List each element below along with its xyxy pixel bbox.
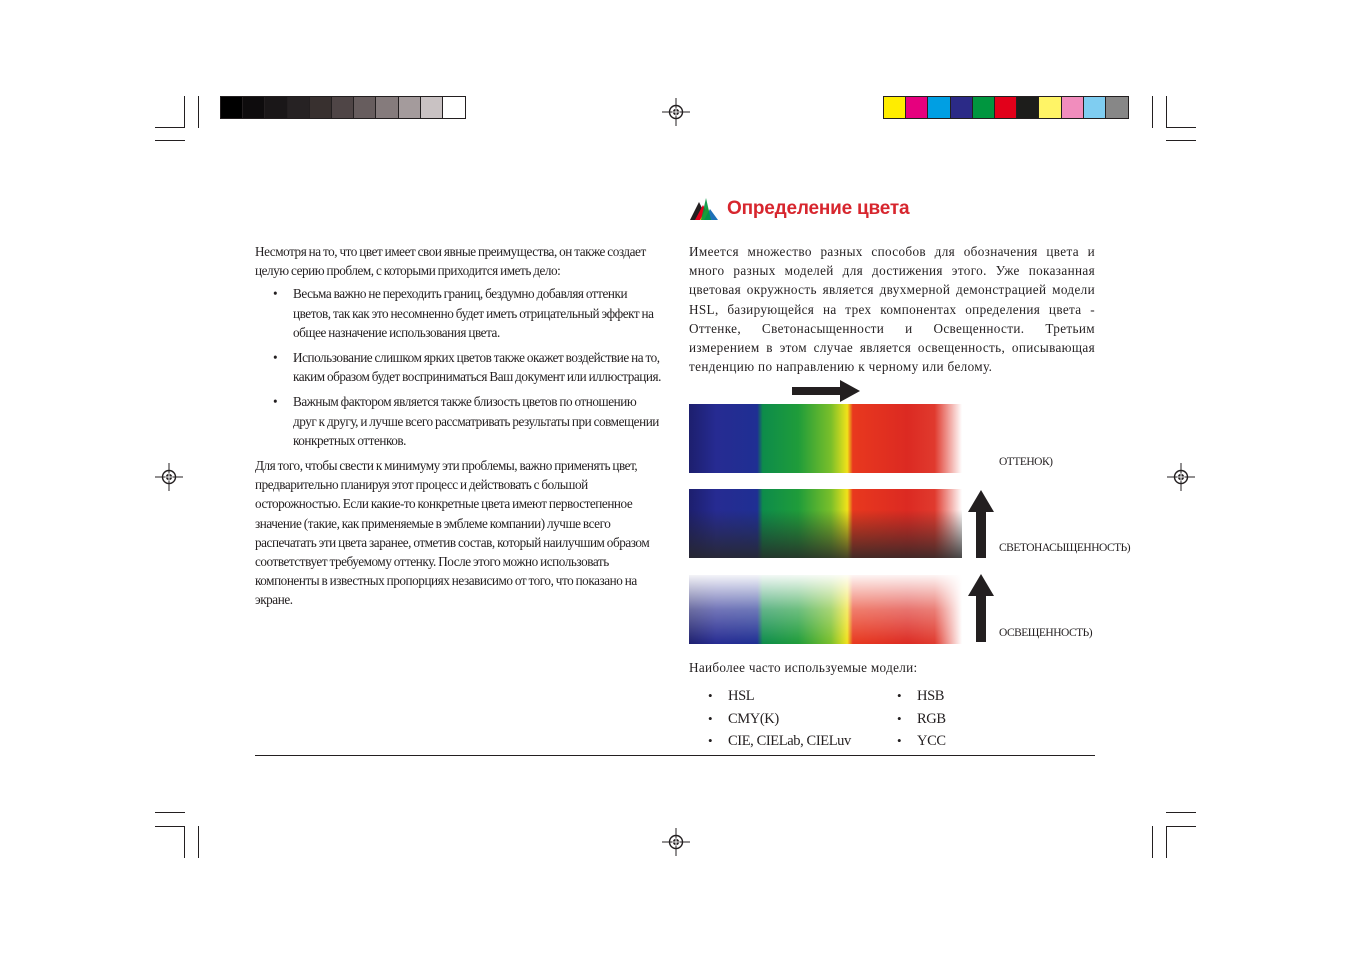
color-swatch (376, 97, 398, 118)
color-swatch (928, 97, 950, 118)
list-item: • HSL (708, 685, 851, 708)
list-item: • RGB (897, 708, 946, 731)
color-swatch (1017, 97, 1039, 118)
models-intro: Наиболее часто используемые модели: (689, 660, 918, 675)
hue-label: ОТТЕНОК) (999, 456, 1053, 468)
color-swatch (310, 97, 332, 118)
list-item: • Весьма важно не переходить границ, бездумно добавляя оттенки цветов, так как это несомненно будет иметь отрицательный эффект на общее назначение использования цвета. (255, 284, 661, 342)
color-swatch (906, 97, 928, 118)
list-item: • CIE, CIELab, CIELuv (708, 730, 851, 753)
color-swatch (443, 97, 465, 118)
list-item: • YCC (897, 730, 946, 753)
right-intro: Имеется множество разных способов для обозначения цвета и много разных моделей для достижения этого. Уже показанная цветовая окружность является двухмерной демонстрацией модели HSL, базирующейся на трех компонентах определения цвета - Оттенке, Светонасыщенности и Освещенности. Третьим измерением в этом случае является освещенность, описывающая тенденцию по направлению к черному или белому. (689, 244, 1095, 375)
left-intro: Несмотря на то, что цвет имеет свои явные преимущества, он также создает целую серию проблем, с которыми приходится иметь дело: (255, 244, 646, 279)
section-heading (689, 193, 1109, 225)
color-swatch (421, 97, 443, 118)
color-swatch (332, 97, 354, 118)
saturation-band (689, 489, 962, 558)
footer-rule (255, 755, 1095, 756)
color-swatch (1106, 97, 1128, 118)
color-swatch (243, 97, 265, 118)
arrow-right-icon (792, 380, 862, 402)
lightness-band (689, 575, 962, 644)
list-item: • Использование слишком ярких цветов также окажет воздействие на то, каким образом будет восприниматься Ваш документ или иллюстрация. (255, 348, 661, 386)
saturation-label: СВЕТОНАСЫЩЕННОСТЬ) (999, 542, 1131, 554)
problem-list (255, 284, 661, 450)
color-swatch (1084, 97, 1106, 118)
lightness-label: ОСВЕЩЕННОСТЬ) (999, 627, 1093, 639)
registration-mark-icon (662, 98, 690, 126)
list-item: • Важным фактором является также близость цветов по отношению друг к другу, и лучше всего рассматривать результаты при совмещении конкретных оттенков. (255, 392, 661, 450)
arrow-up-icon (968, 490, 994, 558)
list-item: • HSB (897, 685, 946, 708)
color-swatch (995, 97, 1017, 118)
color-swatch (399, 97, 421, 118)
list-item: • CMY(K) (708, 708, 851, 731)
color-swatch (265, 97, 287, 118)
color-triangles-icon (689, 196, 719, 222)
color-swatch (973, 97, 995, 118)
registration-mark-icon (662, 828, 690, 856)
color-swatch (221, 97, 243, 118)
models-list-right (897, 685, 946, 753)
registration-mark-icon (155, 463, 183, 491)
color-swatch (354, 97, 376, 118)
page-title: Определение цвета (727, 198, 910, 219)
left-column (255, 242, 661, 610)
color-swatch (1062, 97, 1084, 118)
color-swatch (1039, 97, 1061, 118)
process-color-calibration-bar (883, 96, 1129, 119)
arrow-up-icon (968, 574, 994, 642)
models-list-left (708, 685, 851, 753)
color-swatch (884, 97, 906, 118)
left-closing: Для того, чтобы свести к минимуму эти проблемы, важно применять цвет, предварительно планируя этот процесс и действовать с большой осторожностью. Если какие-то конкретные цвета имеют первостепенное значение (такие, как применяемые в эмблеме компании) лучше всего распечатать эти цвета заранее, отметив состав, который наилучшим образом соответствует требуемому оттенку. После этого можно использовать компоненты в известных пропорциях независимо от того, что показано на экране. (255, 458, 650, 608)
registration-mark-icon (1167, 463, 1195, 491)
hue-band (689, 404, 962, 473)
color-swatch (288, 97, 310, 118)
grayscale-calibration-bar (220, 96, 466, 119)
color-swatch (951, 97, 973, 118)
